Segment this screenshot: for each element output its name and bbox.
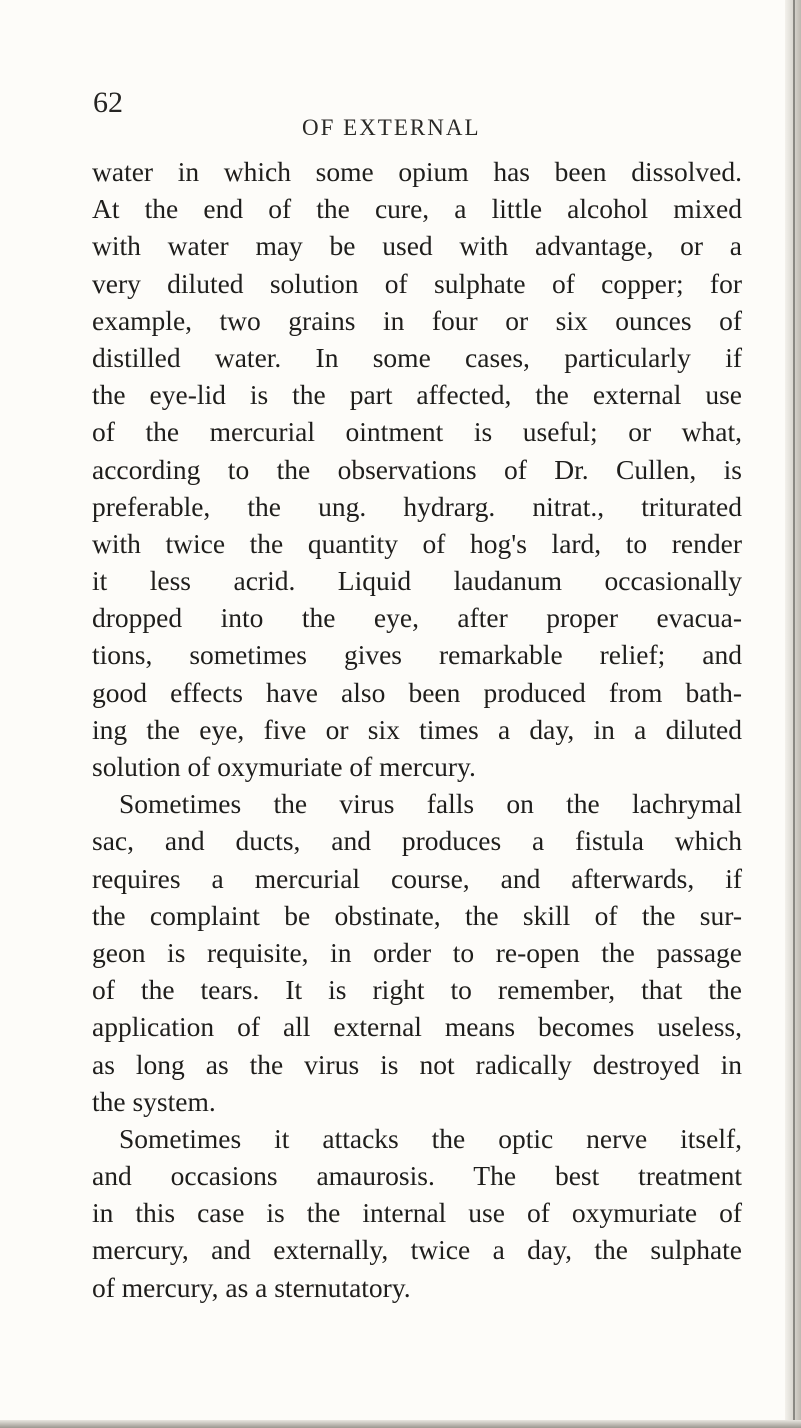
text-line: Sometimes it attacks the optic nerve itself, [119, 1122, 742, 1154]
text-line: preferable, the ung. hydrarg. nitrat., triturated [92, 490, 742, 522]
text-line: good effects have also been produced from bath- [92, 676, 742, 708]
text-line: At the end of the cure, a little alcohol mixed [92, 193, 742, 225]
text-line: geon is requisite, in order to re-open the passage [92, 936, 742, 968]
text-line: ing the eye, five or six times a day, in a diluted [92, 713, 742, 745]
text-line: it less acrid. Liquid laudanum occasionally [92, 565, 742, 597]
text-line: the complaint be obstinate, the skill of the sur- [92, 899, 742, 931]
text-line: Sometimes the virus falls on the lachrymal [119, 788, 742, 820]
text-line: with water may be used with advantage, or a [92, 230, 742, 262]
text-line: the eye-lid is the part affected, the external use [92, 379, 742, 411]
text-line: tions, sometimes gives remarkable relief; and [92, 639, 742, 671]
text-line: dropped into the eye, after proper evacua- [92, 602, 742, 634]
text-line: solution of oxymuriate of mercury. [92, 751, 476, 782]
page-bottom-edge [0, 1420, 801, 1428]
text-line: very diluted solution of sulphate of copper; for [92, 267, 742, 299]
text-line: with twice the quantity of hog's lard, to render [92, 527, 742, 559]
text-line: sac, and ducts, and produces a fistula which [92, 825, 742, 857]
text-line: in this case is the internal use of oxymuriate of [92, 1197, 742, 1229]
running-head: OF EXTERNAL [302, 115, 481, 140]
text-line: of the mercurial ointment is useful; or what, [92, 416, 742, 448]
text-line: the system. [92, 1085, 216, 1117]
text-line: requires a mercurial course, and afterwards, if [92, 862, 742, 894]
page-edge-line [793, 0, 795, 1428]
body-text [92, 153, 742, 1306]
text-line: as long as the virus is not radically destroyed in [92, 1048, 742, 1080]
page-number: 62 [93, 86, 123, 119]
text-line: according to the observations of Dr. Cullen, is [92, 453, 742, 485]
text-line: of the tears. It is right to remember, that the [92, 974, 742, 1006]
text-line: water in which some opium has been dissolved. [92, 156, 742, 187]
text-line: of mercury, as a sternutatory. [92, 1271, 411, 1303]
text-line: application of all external means becomes useless, [92, 1011, 742, 1043]
text-line: and occasions amaurosis. The best treatment [92, 1160, 742, 1192]
text-line: distilled water. In some cases, particularly if [92, 341, 742, 373]
text-line: example, two grains in four or six ounces of [92, 304, 742, 336]
text-line: mercury, and externally, twice a day, the sulphate [92, 1234, 742, 1266]
